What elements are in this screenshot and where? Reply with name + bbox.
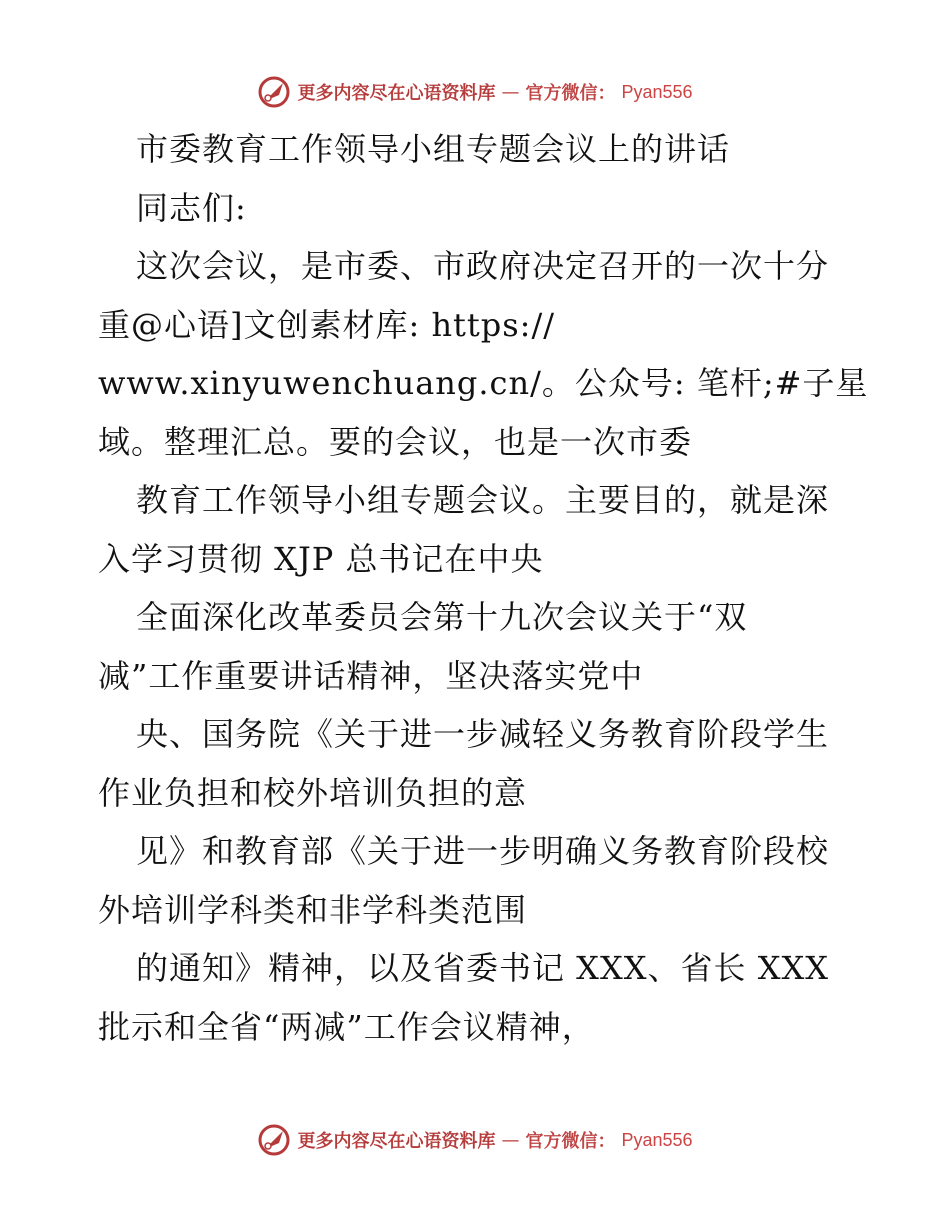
paragraph-line: 重@心语]文创素材库: https:// <box>98 305 556 344</box>
header-watermark <box>0 72 950 112</box>
paragraph-line: 域。整理汇总。要的会议，也是一次市委 <box>98 422 693 461</box>
watermark-main-text: 更多内容尽在心语资料库 <box>297 1131 496 1152</box>
document-body <box>98 120 868 1056</box>
document-title: 市委教育工作领导小组专题会议上的讲话 <box>136 130 731 168</box>
quill-logo-icon <box>257 1123 291 1157</box>
paragraph-line: 批示和全省“两减”工作会议精神， <box>98 1007 595 1046</box>
paragraph-line: 央、国务院《关于进一步减轻义务教育阶段学生 <box>136 715 830 753</box>
paragraph-line: 的通知》精神，以及省委书记 XXX、省长 XXX <box>136 949 830 987</box>
paragraph-line: 这次会议，是市委、市政府决定召开的一次十分 <box>136 247 830 285</box>
salutation: 同志们: <box>136 188 247 227</box>
paragraph-line: 教育工作领导小组专题会议。主要目的，就是深 <box>136 481 830 519</box>
paragraph-line: 作业负担和校外培训负担的意 <box>98 773 528 812</box>
watermark-wechat-id: Pyan556 <box>621 81 693 102</box>
watermark-dash: — <box>501 1129 520 1151</box>
quill-logo-icon <box>257 75 291 109</box>
paragraph-line: 全面深化改革委员会第十九次会议关于“双 <box>136 598 748 636</box>
footer-watermark <box>0 1120 950 1160</box>
watermark-sub-text: 官方微信： <box>525 83 616 104</box>
paragraph-line: 入学习贯彻 XJP 总书记在中央 <box>98 539 544 578</box>
watermark-wechat-id: Pyan556 <box>621 1129 693 1150</box>
paragraph-line: 外培训学科类和非学科类范围 <box>98 890 528 929</box>
paragraph-line: www.xinyuwenchuang.cn/。公众号: 笔杆;#子星 <box>98 364 869 402</box>
watermark-main-text: 更多内容尽在心语资料库 <box>297 83 496 104</box>
watermark-sub-text: 官方微信： <box>525 1131 616 1152</box>
paragraph-line: 见》和教育部《关于进一步明确义务教育阶段校 <box>136 832 830 870</box>
paragraph-line: 减”工作重要讲话精神，坚决落实党中 <box>98 656 644 695</box>
watermark-dash: — <box>501 81 520 103</box>
